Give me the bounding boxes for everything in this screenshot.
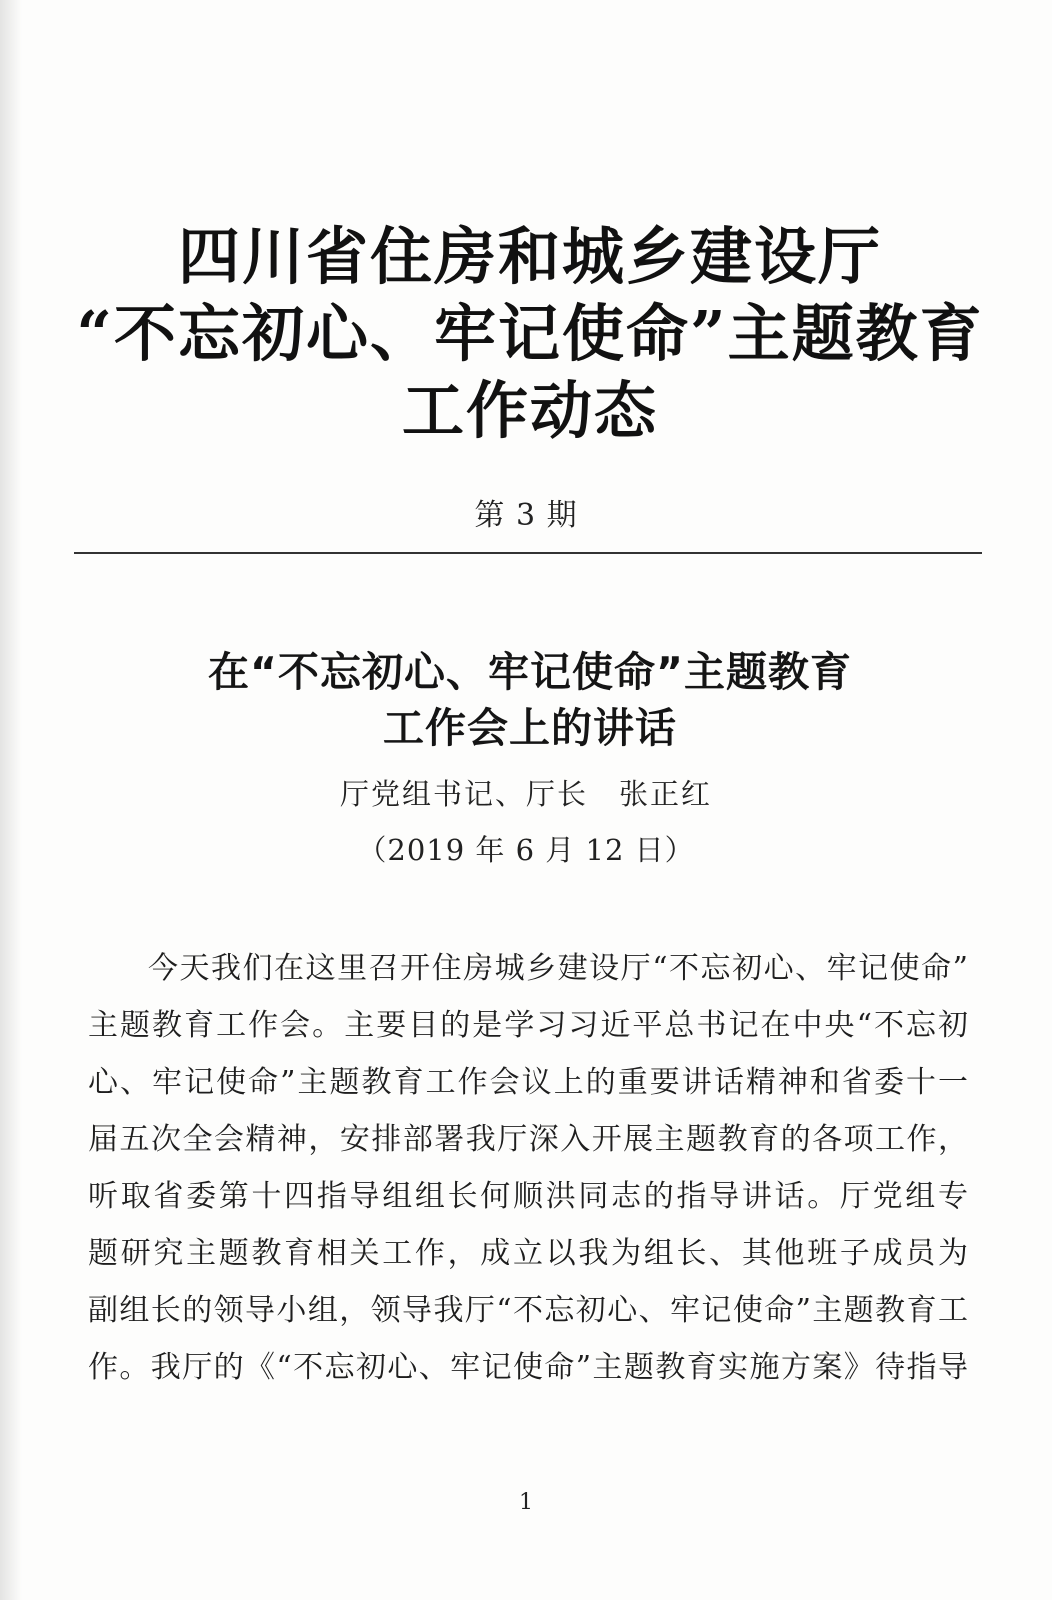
issue-number: 第 3 期 [474, 498, 578, 533]
speaker-byline: 厅党组书记、厅长 张正红 [339, 777, 712, 811]
header-divider [74, 552, 982, 554]
body-line: 今天我们在这里召开住房城乡建设厅“不忘初心、牢记使命” [148, 951, 968, 986]
masthead-line-3: 工作动态 [401, 374, 658, 447]
speech-title [60, 644, 1000, 756]
body-line: 题研究主题教育相关工作，成立以我为组长、其他班子成员为 [88, 1236, 968, 1271]
speech-title-line-1: 在“不忘初心、牢记使命”主题教育 [208, 648, 852, 696]
body-line: 主题教育工作会。主要目的是学习习近平总书记在中央“不忘初 [88, 1008, 968, 1043]
speech-date: （2019 年 6 月 12 日） [357, 833, 695, 867]
body-paragraph [88, 940, 968, 1396]
masthead-line-2: “不忘初心、牢记使命”主题教育 [76, 297, 984, 370]
body-line: 作。我厅的《“不忘初心、牢记使命”主题教育实施方案》待指导 [88, 1350, 968, 1385]
body-line: 心、牢记使命”主题教育工作会议上的重要讲话精神和省委十一 [88, 1065, 968, 1100]
masthead [60, 218, 1000, 449]
body-line: 听取省委第十四指导组组长何顺洪同志的指导讲话。厅党组专 [88, 1179, 968, 1214]
page-number: 1 [519, 1490, 533, 1515]
body-line: 副组长的领导小组，领导我厅“不忘初心、牢记使命”主题教育工 [88, 1293, 968, 1328]
body-line: 届五次全会精神，安排部署我厅深入开展主题教育的各项工作， [88, 1122, 968, 1157]
speech-title-line-2: 工作会上的讲话 [383, 704, 677, 752]
masthead-line-1: 四川省住房和城乡建设厅 [177, 220, 882, 293]
